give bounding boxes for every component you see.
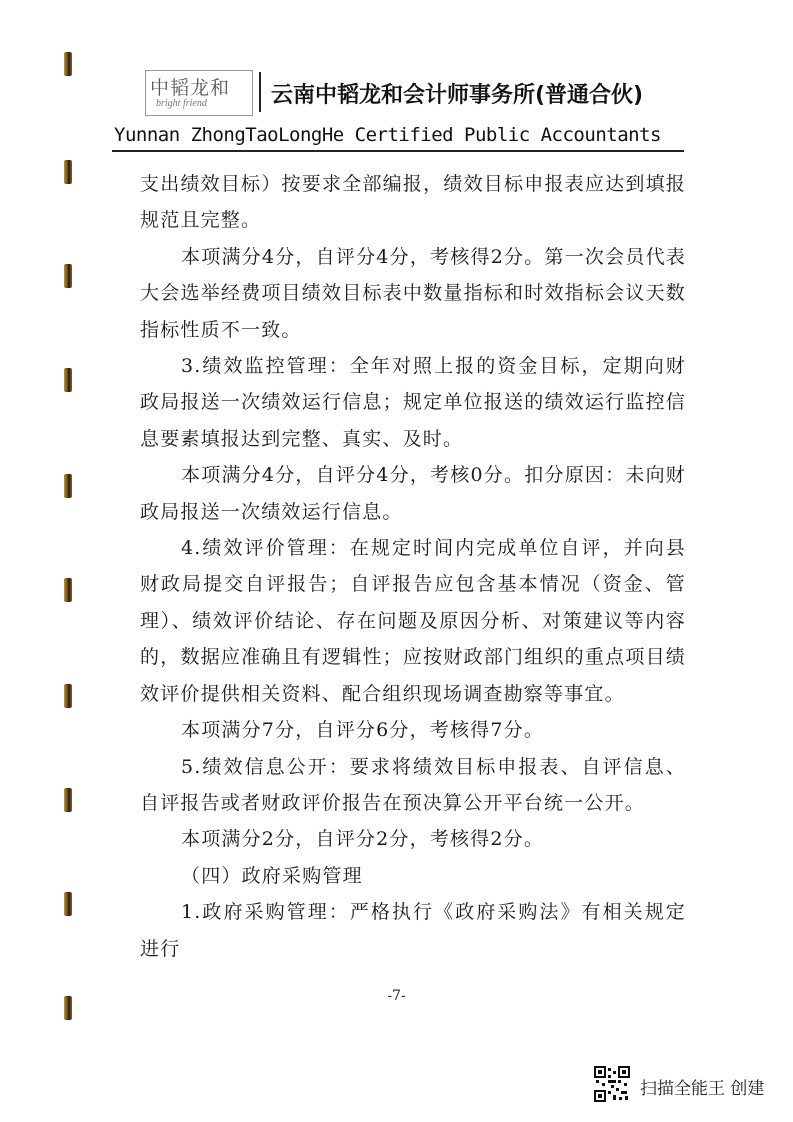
binding-hole-mark (64, 474, 72, 498)
qr-code-icon (594, 1066, 630, 1102)
logo-chinese-text: 中韬龙和 (150, 77, 231, 99)
paragraph: 本项满分7分，自评分6分，考核得7分。 (181, 719, 545, 742)
section-heading: （四）政府采购管理 (181, 864, 363, 887)
firm-logo (145, 70, 253, 116)
paragraph: 支出绩效目标）按要求全部编报，绩效目标申报表应达到填报规范且完整。 (140, 173, 686, 232)
paragraph: 本项满分2分，自评分2分，考核得2分。 (181, 828, 545, 851)
firm-name-english: Yunnan ZhongTaoLongHe Certified Public Accountants (114, 124, 661, 146)
binding-hole-mark (64, 788, 72, 812)
page-number: -7- (387, 988, 406, 1004)
binding-hole-mark (64, 368, 72, 392)
header-divider (259, 72, 261, 112)
paragraph: 本项满分4分，自评分4分，考核0分。扣分原因：未向财政局报送一次绩效运行信息。 (140, 464, 686, 523)
binding-hole-mark (64, 892, 72, 916)
binding-hole-mark (64, 160, 72, 184)
header-rule (112, 150, 684, 152)
paragraph: 3.绩效监控管理：全年对照上报的资金目标，定期向财政局报送一次绩效运行信息；规定单位报送的绩效运行监控信息要素填报达到完整、真实、及时。 (140, 355, 686, 450)
binding-hole-mark (64, 578, 72, 602)
document-body (140, 166, 686, 967)
firm-name-chinese: 云南中韬龙和会计师事务所(普通合伙) (271, 83, 644, 108)
binding-hole-mark (64, 264, 72, 288)
logo-english-text: bright friend (156, 98, 207, 109)
binding-hole-mark (64, 684, 72, 708)
paragraph: 1.政府采购管理：严格执行《政府采购法》有相关规定进行 (140, 901, 686, 960)
letterhead (114, 58, 685, 158)
paragraph: 本项满分4分，自评分4分，考核得2分。第一次会员代表大会选举经费项目绩效目标表中数量指标和时效指标会议天数指标性质不一致。 (140, 245, 686, 341)
paragraph: 5.绩效信息公开：要求将绩效目标申报表、自评信息、自评报告或者财政评价报告在预决算公开平台统一公开。 (140, 755, 686, 814)
binding-hole-mark (64, 52, 72, 76)
paragraph: 4.绩效评价管理：在规定时间内完成单位自评，并向县财政局提交自评报告；自评报告应包含基本情况（资金、管理）、绩效评价结论、存在问题及原因分析、对策建议等内容的，数据应准确且有逻辑性；应按财政部门组织的重点项目绩效评价提供相关资料、配合组织现场调查勘察等事宜。 (140, 537, 686, 705)
scanner-label: 扫描全能王 创建 (640, 1079, 765, 1099)
